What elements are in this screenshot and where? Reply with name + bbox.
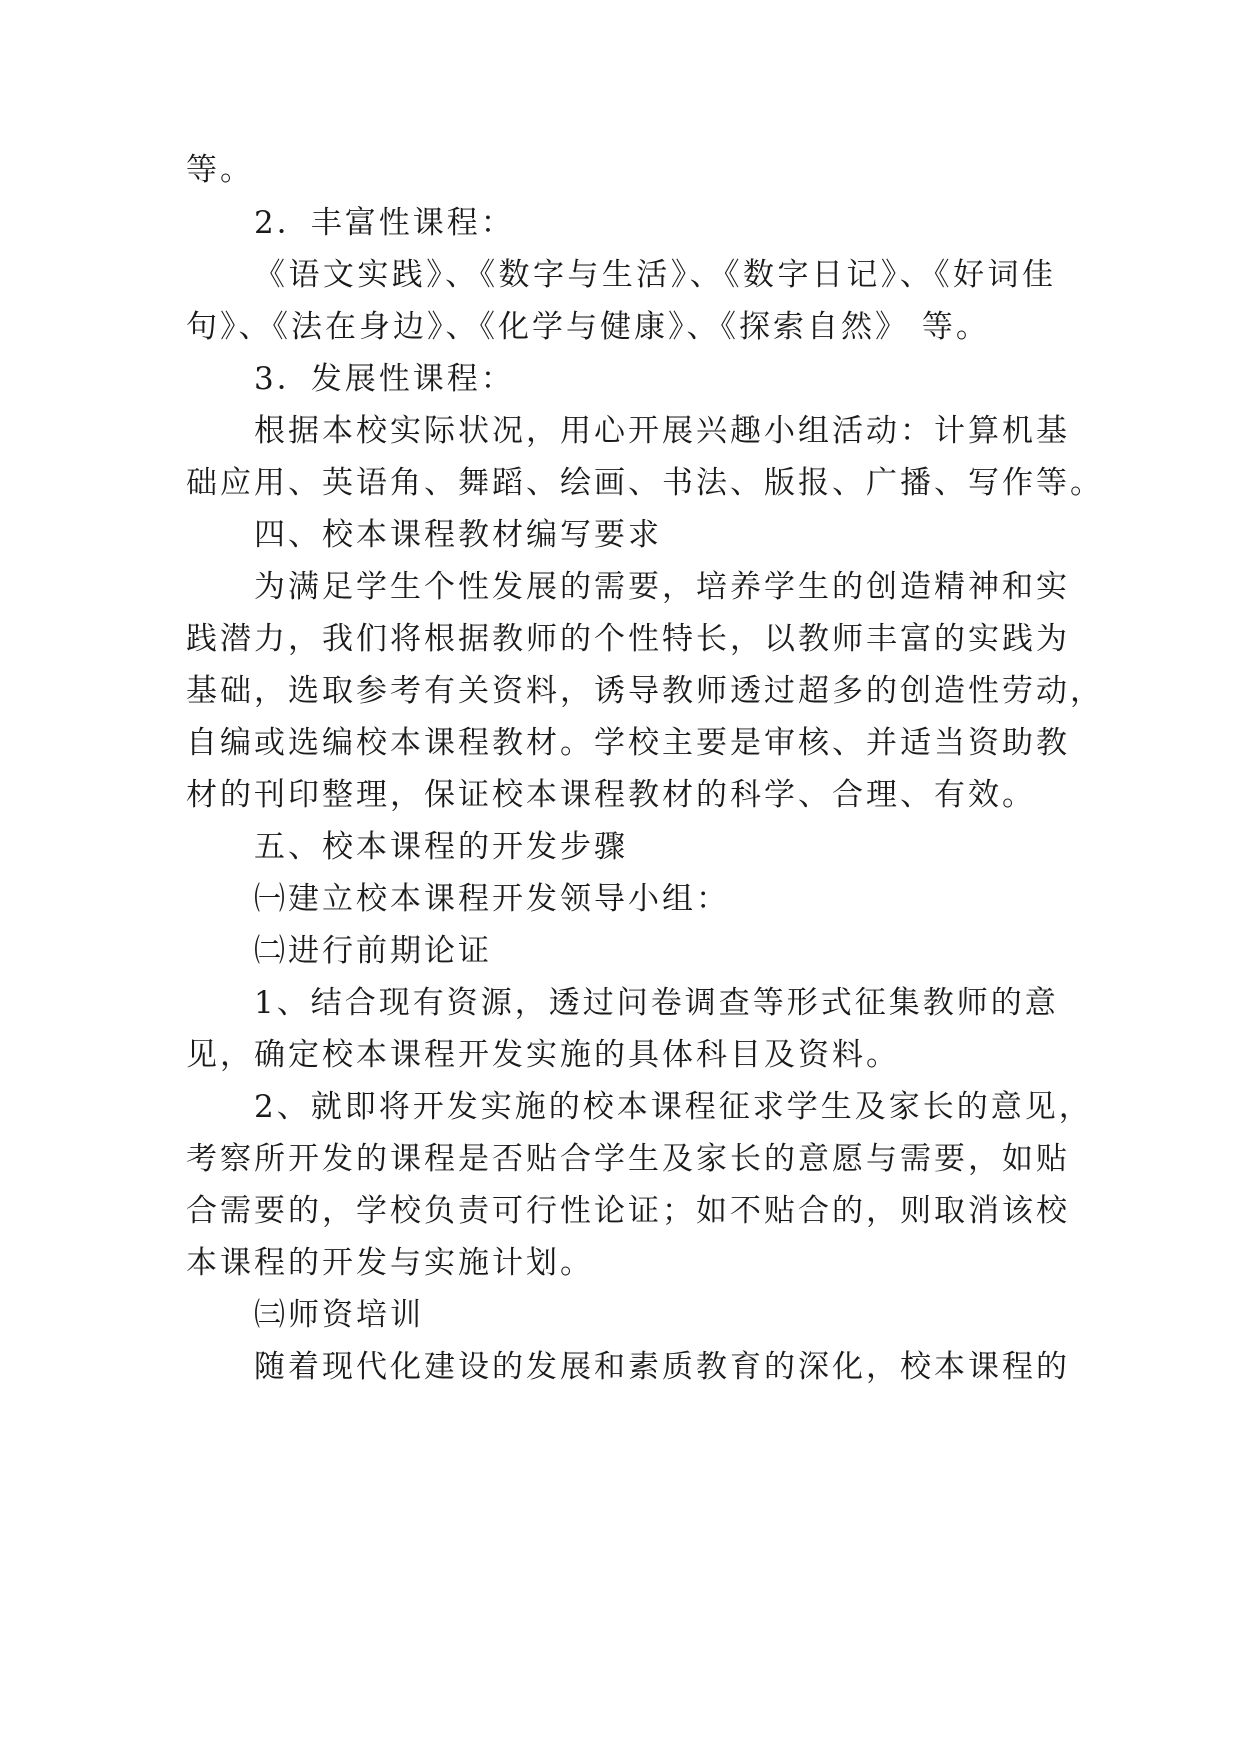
text-line: 合需要的，学校负责可行性论证；如不贴合的，则取消该校	[186, 1193, 1070, 1229]
section-heading: ㈠建立校本课程开发领导小组：	[254, 881, 730, 917]
text-line: 自编或选编校本课程教材。学校主要是审核、并适当资助教	[186, 725, 1070, 761]
text-line: 为满足学生个性发展的需要，培养学生的创造精神和实	[254, 569, 1070, 605]
text-line: 等。	[186, 152, 254, 188]
text-line: 础应用、英语角、舞蹈、绘画、书法、版报、广播、写作等。	[186, 465, 1104, 501]
text-line: 随着现代化建设的发展和素质教育的深化，校本课程的	[254, 1349, 1070, 1385]
section-heading: ㈢师资培训	[254, 1297, 424, 1333]
section-heading: ㈡进行前期论证	[254, 933, 492, 969]
text-line: 1、结合现有资源，透过问卷调查等形式征集教师的意	[254, 985, 1059, 1021]
text-line: 见，确定校本课程开发实施的具体科目及资料。	[186, 1037, 900, 1073]
text-line: 基础，选取参考有关资料，诱导教师透过超多的创造性劳动，	[186, 673, 1104, 709]
text-line: 践潜力，我们将根据教师的个性特长，以教师丰富的实践为	[186, 621, 1070, 657]
text-line: 句》、《法在身边》、《化学与健康》、《探索自然》 等。	[186, 309, 990, 345]
text-line: 2、就即将开发实施的校本课程征求学生及家长的意见，	[254, 1089, 1093, 1125]
section-heading: 2．丰富性课程：	[254, 205, 515, 241]
section-heading: 3．发展性课程：	[254, 361, 515, 397]
section-heading: 五、校本课程的开发步骤	[254, 829, 628, 865]
section-heading: 四、校本课程教材编写要求	[254, 517, 662, 553]
text-line: 根据本校实际状况，用心开展兴趣小组活动：计算机基	[254, 413, 1070, 449]
text-line: 本课程的开发与实施计划。	[186, 1245, 594, 1281]
text-line: 《语文实践》、《数字与生活》、《数字日记》、《好词佳	[254, 257, 1056, 293]
text-line: 考察所开发的课程是否贴合学生及家长的意愿与需要，如贴	[186, 1141, 1070, 1177]
text-line: 材的刊印整理，保证校本课程教材的科学、合理、有效。	[186, 777, 1036, 813]
